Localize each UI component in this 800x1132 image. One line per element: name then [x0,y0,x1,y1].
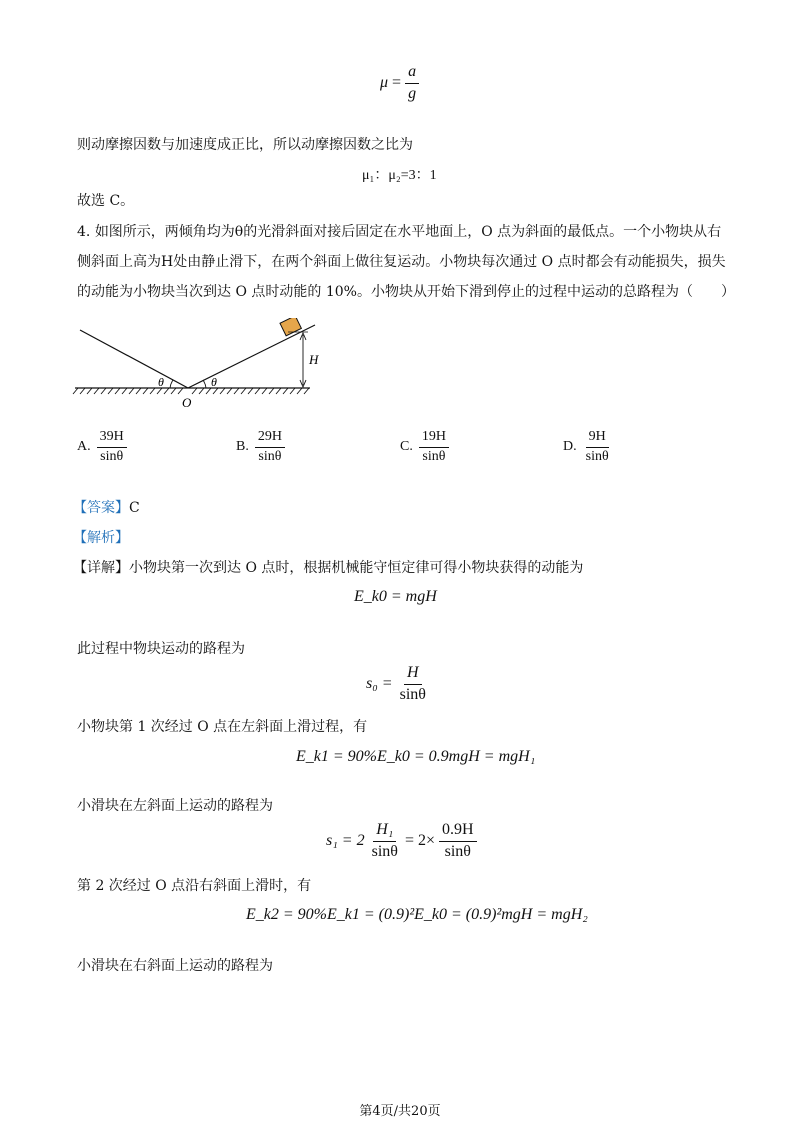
equation-s1: s₁ = 2 $\frac{\text{H₁}}{\sin\theta}$ = 2× $\frac{0.9H}{\sin\theta}$ [326,822,477,861]
question-line-3: 的动能为小物块当次到达 O 点时动能的 10%。小物块从开始下滑到停止的过程中运动的总路程为（ ） [77,284,735,300]
option-c[interactable] [400,430,449,464]
numerator-a: a [405,64,419,84]
analysis-label: 【解析】 [73,530,129,546]
equation-s0: s₀ = $\frac{H}{\sin\theta}$ [366,665,429,704]
question-4 [77,223,737,301]
angle-arc-right [203,380,206,388]
equals-sign: = [392,73,406,91]
option-a[interactable] [77,430,127,464]
formula-mu [380,64,419,103]
s0-fraction: $\frac{H}{\sin\theta}$ [399,664,426,703]
option-b[interactable] [236,430,285,464]
detail-line [73,559,583,577]
incline-figure [70,318,320,413]
detail-text: 小物块第一次到达 O 点时，根据机械能守恒定律可得小物块获得的动能为 [129,560,584,576]
equation-ek0: E_k0 = mgH [354,588,437,605]
theta-right: θ [211,375,217,389]
right-incline [188,325,315,388]
question-line-1: 4. 如图所示，两倾角均为θ的光滑斜面对接后固定在水平地面上，O 点为斜面的最低点。一个小物块从右 [77,224,722,240]
option-a-letter: A. [77,439,91,455]
text-left-path: 小滑块在左斜面上运动的路程为 [77,798,273,814]
page-footer: 第4页/共20页 [359,1104,441,1119]
text-right-path: 小滑块在右斜面上运动的路程为 [77,958,273,974]
option-c-fraction: $\frac{19H}{\sin\theta}$ [419,430,449,464]
text-second-pass: 第 2 次经过 O 点沿右斜面上滑时，有 [77,878,312,894]
option-b-fraction: $\frac{29H}{\sin\theta}$ [255,430,285,464]
angle-arc-left [170,380,173,388]
label-h: H [309,352,319,367]
option-d-letter: D. [563,439,577,455]
ratio-mu: μ₁：μ₂=3：1 [362,168,437,183]
question-line-2: 侧斜面上高为H处由静止滑下，在两个斜面上做往复运动。小物块每次通过 O 点时都会有动能损失，损失 [77,254,726,270]
answer-line [73,499,140,517]
equation-ek1: E_k1 = 90%E_k0 = 0.9mgH = mgH₁ [296,748,536,765]
point-o: O [182,395,192,410]
left-incline [80,330,188,388]
option-b-letter: B. [236,439,249,455]
option-d[interactable] [563,430,612,464]
mu-symbol: μ [380,73,389,91]
answer-value: C [129,500,140,516]
fraction-a-over-g [405,64,419,103]
question-number: 4. [77,224,91,240]
text-select-c: 故选 C。 [77,193,135,209]
text-first-pass: 小物块第 1 次经过 O 点在左斜面上滑过程，有 [77,719,368,735]
equation-ek2: E_k2 = 90%E_k1 = (0.9)²E_k0 = (0.9)²mgH = mgH₂ [246,906,588,923]
option-c-letter: C. [400,439,413,455]
denominator-g: g [408,84,417,102]
s1-fraction-1: $\frac{\text{H₁}}{\sin\theta}$ [371,821,398,860]
answer-label: 【答案】 [73,500,129,516]
text-path0: 此过程中物块运动的路程为 [77,641,245,657]
ground-hatch [73,388,309,394]
option-d-fraction: $\frac{9H}{\sin\theta}$ [585,429,609,464]
s1-fraction-2: $\frac{0.9H}{\sin\theta}$ [439,822,477,861]
theta-left: θ [158,375,164,389]
text-proportional: 则动摩擦因数与加速度成正比，所以动摩擦因数之比为 [77,137,413,153]
detail-label: 【详解】 [73,560,129,576]
option-a-fraction: $\frac{39H}{\sin\theta}$ [97,430,127,464]
